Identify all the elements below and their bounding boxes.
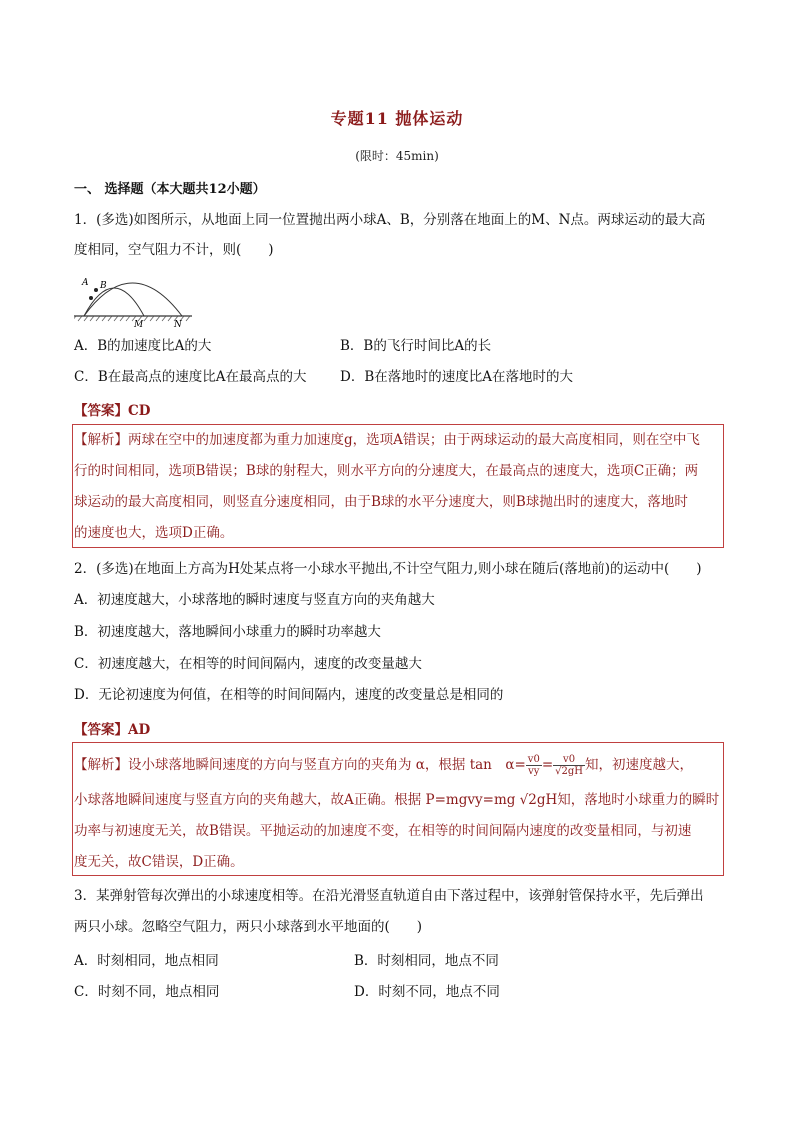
fraction-v0-over-vy: $\frac{v0}{vy}$: [527, 754, 540, 777]
trajectory-a: [84, 288, 144, 316]
q2-stem: 2．(多选)在地面上方高为H处某点将一小球水平抛出,不计空气阻力,则小球在随后(落地前)的运动中( ): [74, 561, 702, 577]
ball-a: [89, 296, 93, 300]
q2-option-a: A．初速度越大，小球落地的瞬时速度与竖直方向的夹角越大: [74, 592, 435, 608]
section-heading: 一、 选择题（本大题共12小题）: [74, 182, 266, 197]
q3-stem-line2: 两只小球。忽略空气阻力，两只小球落到水平地面的( ): [74, 919, 423, 935]
page-title: 专题11 抛体运动: [330, 109, 464, 128]
q1-stem-line2: 度相同，空气阻力不计，则( ): [74, 242, 274, 258]
fraction-v0-over-root: $\frac{v0}{√2gH}$: [555, 754, 583, 777]
label-b: B: [100, 281, 107, 291]
q2-analysis-line2: 小球落地瞬间速度与竖直方向的夹角越大，故A正确。根据 P=mgvy=mg √2gH知，落地时小球重力的瞬时: [74, 792, 720, 808]
q1-stem-line1: 1．(多选)如图所示，从地面上同一位置抛出两小球A、B，分别落在地面上的M、N点。两球运动的最大高: [74, 212, 706, 228]
ground-hatch: [74, 316, 190, 321]
ball-b: [94, 288, 98, 292]
q3-option-a: A．时刻相同，地点相同: [74, 953, 219, 969]
q1-option-d: D．B在落地时的速度比A在落地时的大: [340, 369, 573, 385]
q1-analysis-line4: 的速度也大，选项D正确。: [74, 525, 234, 541]
q1-analysis-line2: 行的时间相同，选项B错误；B球的射程大，则水平方向的分速度大，在最高点的速度大，选项C正确；两: [74, 463, 699, 479]
q1-analysis-line1: 【解析】两球在空中的加速度都为重力加速度g，选项A错误；由于两球运动的最大高度相同，则在空中飞: [74, 432, 700, 448]
q3-option-b: B．时刻相同，地点不同: [354, 953, 499, 969]
q2-option-d: D．无论初速度为何值，在相等的时间间隔内，速度的改变量总是相同的: [74, 687, 504, 703]
q3-option-c: C．时刻不同，地点相同: [74, 984, 220, 1000]
q2-analysis-line4: 度无关，故C错误，D正确。: [74, 854, 244, 870]
q2-analysis-line1-text: 【解析】设小球落地瞬间速度的方向与竖直方向的夹角为 α，根据 tan α=: [74, 757, 526, 773]
label-a: A: [82, 278, 89, 288]
label-m: M: [134, 320, 144, 328]
q1-option-b: B．B的飞行时间比A的长: [340, 338, 492, 354]
q2-answer: 【答案】AD: [74, 722, 151, 738]
q1-option-a: A．B的加速度比A的大: [74, 338, 212, 354]
q1-answer: 【答案】CD: [74, 403, 151, 419]
q2-option-b: B．初速度越大，落地瞬间小球重力的瞬时功率越大: [74, 624, 381, 640]
q3-stem-line1: 3．某弹射管每次弹出的小球速度相等。在沿光滑竖直轨道自由下落过程中，该弹射管保持水平，先后弹出: [74, 888, 704, 904]
q2-analysis-line1-tail: 知，初速度越大，: [584, 757, 693, 773]
q2-option-c: C．初速度越大，在相等的时间间隔内，速度的改变量越大: [74, 656, 422, 672]
q1-analysis-line3: 球运动的最大高度相同，则竖直分速度相同，由于B球的水平分速度大，则B球抛出时的速度大，落地时: [74, 494, 688, 510]
q1-trajectory-figure: [74, 268, 194, 328]
time-limit: (限时：45min): [355, 149, 439, 163]
q2-analysis-line3: 功率与初速度无关，故B错误。平抛运动的加速度不变，在相等的时间间隔内速度的改变量相同，与初速: [74, 823, 692, 839]
q3-option-d: D．时刻不同，地点不同: [354, 984, 500, 1000]
label-n: N: [174, 320, 182, 328]
q2-analysis-line1: 【解析】设小球落地瞬间速度的方向与竖直方向的夹角为 α，根据 tan α= $\frac{v0}{vy}$ = $\frac{v0}{√2gH}$ 知，初速度越大，: [74, 754, 693, 777]
q1-option-c: C．B在最高点的速度比A在最高点的大: [74, 369, 307, 385]
